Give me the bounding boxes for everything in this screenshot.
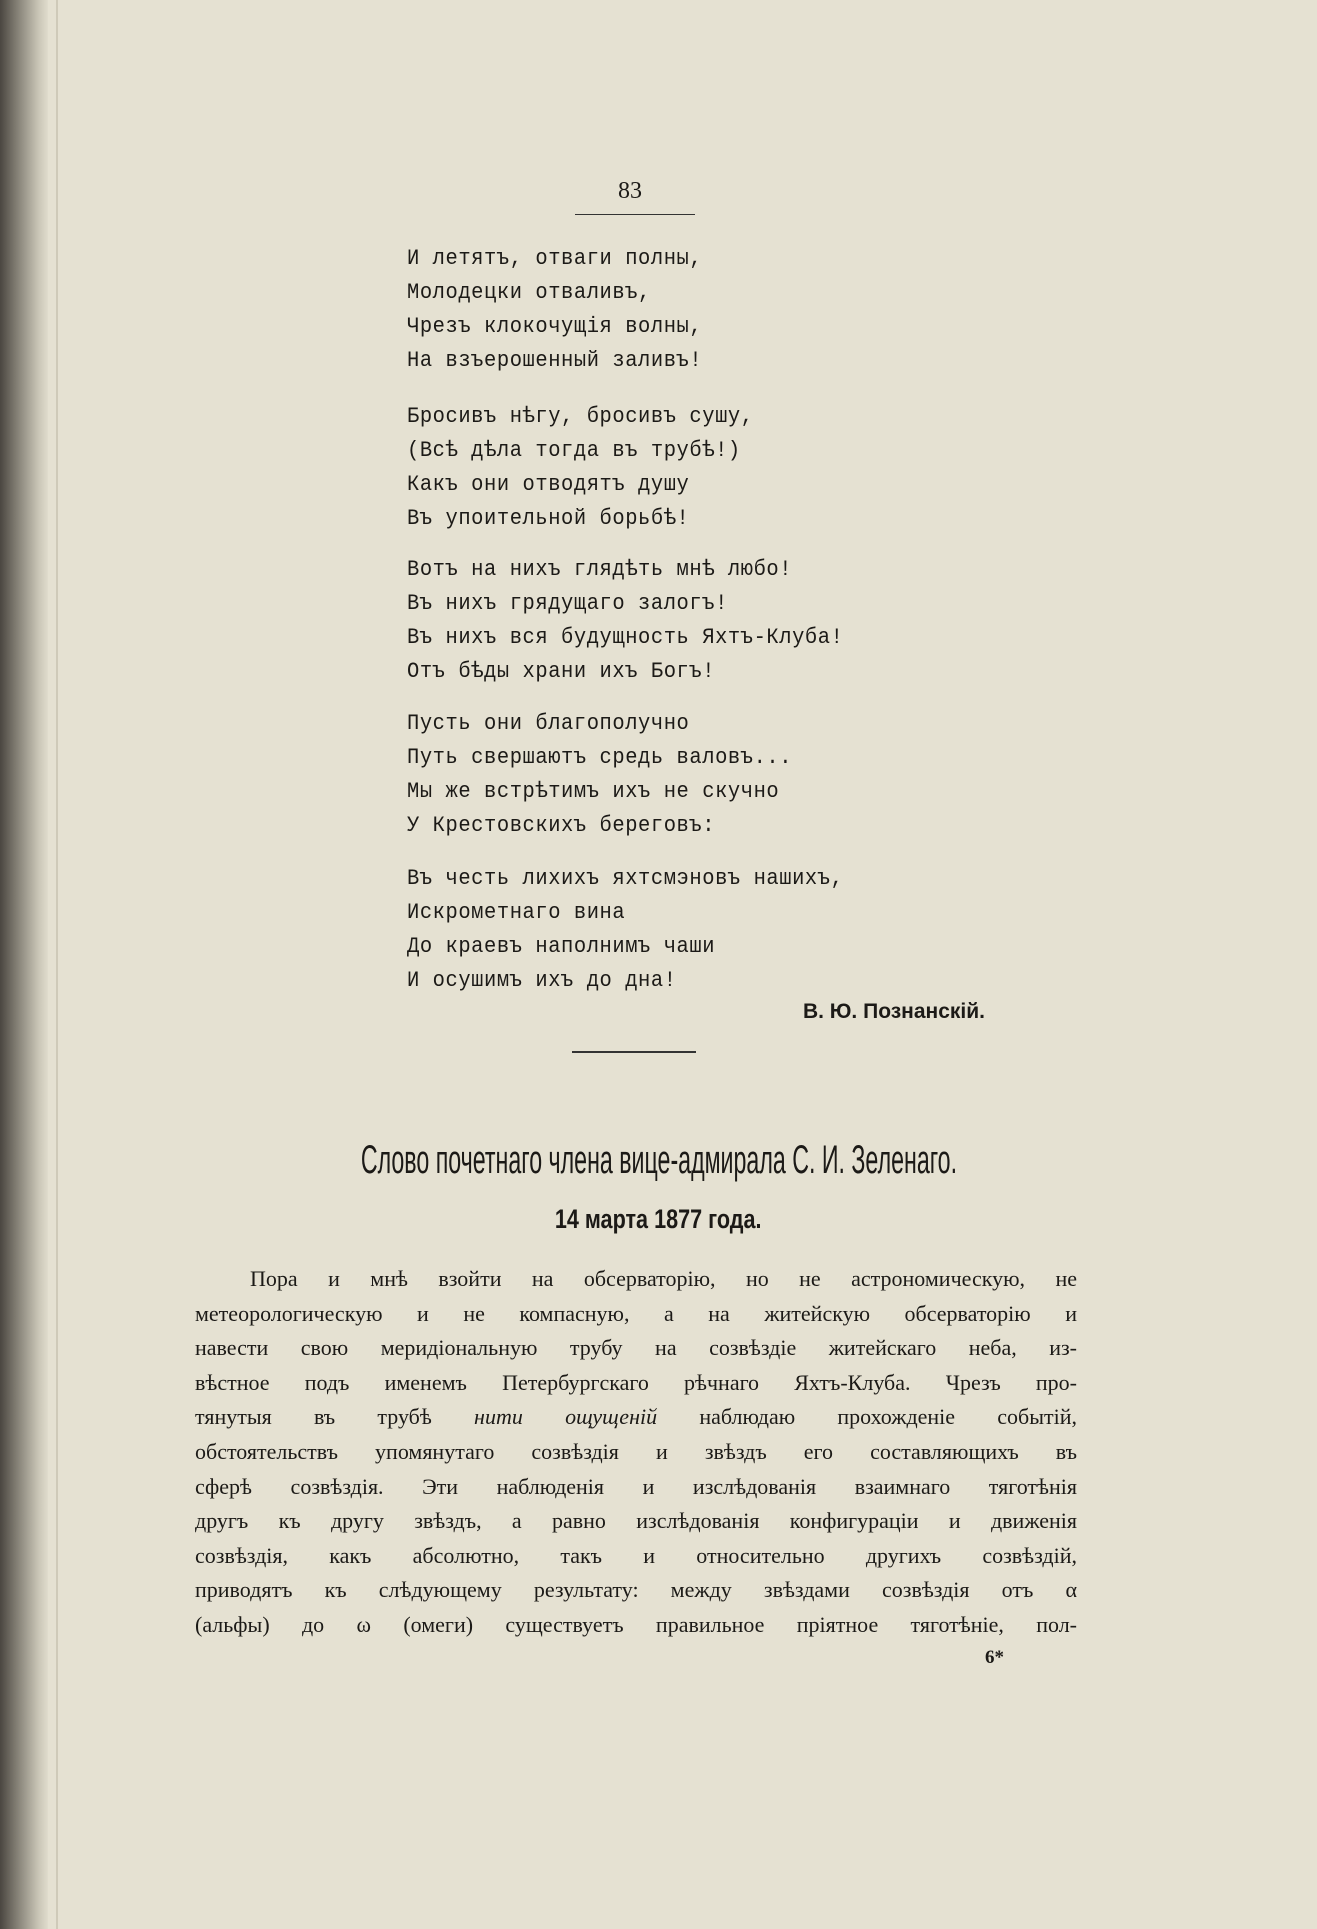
body-line: навести свою меридіональную трубу на созвѣздіе житейскаго неба, из- — [195, 1335, 1077, 1361]
poem-line: Въ нихъ вся будущность Яхтъ-Клуба! — [407, 625, 844, 650]
body-text: тянутыя въ трубѣ — [195, 1404, 432, 1430]
body-line: обстоятельствъ упомянутаго созвѣздія и звѣздъ его составляющихъ въ — [195, 1438, 1077, 1464]
poem-line: Въ упоительной борьбѣ! — [407, 506, 690, 531]
body-line: (альфы) до ω (омеги) существуетъ правильное пріятное тяготѣніе, пол- — [195, 1611, 1077, 1637]
poem-line: Въ честь лихихъ яхтсмэновъ нашихъ, — [407, 866, 844, 891]
poem-line: Какъ они отводятъ душу — [407, 472, 690, 497]
poem-line: У Крестовскихъ береговъ: — [407, 813, 716, 838]
poem-line: Вотъ на нихъ глядѣть мнѣ любо! — [407, 557, 793, 582]
article-date-wrap — [0, 1204, 1317, 1235]
poem-line: До краевъ наполнимъ чаши — [407, 934, 716, 959]
poem-line: На взъерошенный заливъ! — [407, 348, 703, 373]
body-line: вѣстное подъ именемъ Петербургскаго рѣчнаго Яхтъ-Клуба. Чрезъ про- — [195, 1369, 1077, 1395]
body-line: приводятъ къ слѣдующему результату: между звѣздами созвѣздія отъ α — [195, 1577, 1077, 1603]
poem-line: Пусть они благополучно — [407, 711, 690, 736]
page-number: 83 — [618, 178, 642, 204]
poem-line: Молодецки отваливъ, — [407, 280, 651, 305]
article-date: 14 марта 1877 года. — [555, 1204, 762, 1234]
body-line: Пора и мнѣ взойти на обсерваторію, но не астрономическую, не — [250, 1266, 1077, 1291]
body-line: сферѣ созвѣздія. Эти наблюденія и изслѣдованія взаимнаго тяготѣнія — [195, 1473, 1077, 1499]
poem-line: И летятъ, отваги полны, — [407, 246, 703, 271]
article-body — [195, 1262, 1077, 1643]
poem-signature: В. Ю. Познанскій. — [802, 1000, 985, 1023]
page-number-rule — [575, 214, 695, 215]
body-text: наблюдаю прохожденіе событій, — [699, 1404, 1077, 1430]
page-edge — [56, 0, 58, 1929]
body-line: созвѣздія, какъ абсолютно, такъ и относительно другихъ созвѣздій, — [195, 1542, 1077, 1568]
poem-line: И осушимъ ихъ до дна! — [407, 968, 677, 993]
article-title: Слово почетнаго члена вице-адмирала С. И. Зеленаго. — [360, 1138, 957, 1182]
book-gutter — [0, 0, 48, 1929]
poem-line: Отъ бѣды храни ихъ Богъ! — [407, 659, 716, 684]
poem-line: Путь свершаютъ средь валовъ... — [407, 745, 793, 770]
poem-line: Искрометнаго вина — [407, 900, 626, 925]
poem-line: Бросивъ нѣгу, бросивъ сушу, — [407, 404, 754, 429]
body-line: метеорологическую и не компасную, а на житейскую обсерваторію и — [195, 1300, 1077, 1326]
signature-mark: 6* — [985, 1647, 1004, 1668]
body-line — [195, 1400, 1077, 1435]
poem-line: Мы же встрѣтимъ ихъ не скучно — [407, 779, 780, 804]
article-title-wrap — [0, 1138, 1317, 1183]
poem-line: (Всѣ дѣла тогда въ трубѣ!) — [407, 438, 741, 463]
section-divider — [572, 1051, 696, 1053]
poem-line: Чрезъ клокочущія волны, — [407, 314, 703, 339]
italic-phrase: нити ощущеній — [474, 1404, 658, 1430]
poem-line: Въ нихъ грядущаго залогъ! — [407, 591, 728, 616]
body-line: другъ къ другу звѣздъ, а равно изслѣдованія конфигураціи и движенія — [195, 1508, 1077, 1534]
